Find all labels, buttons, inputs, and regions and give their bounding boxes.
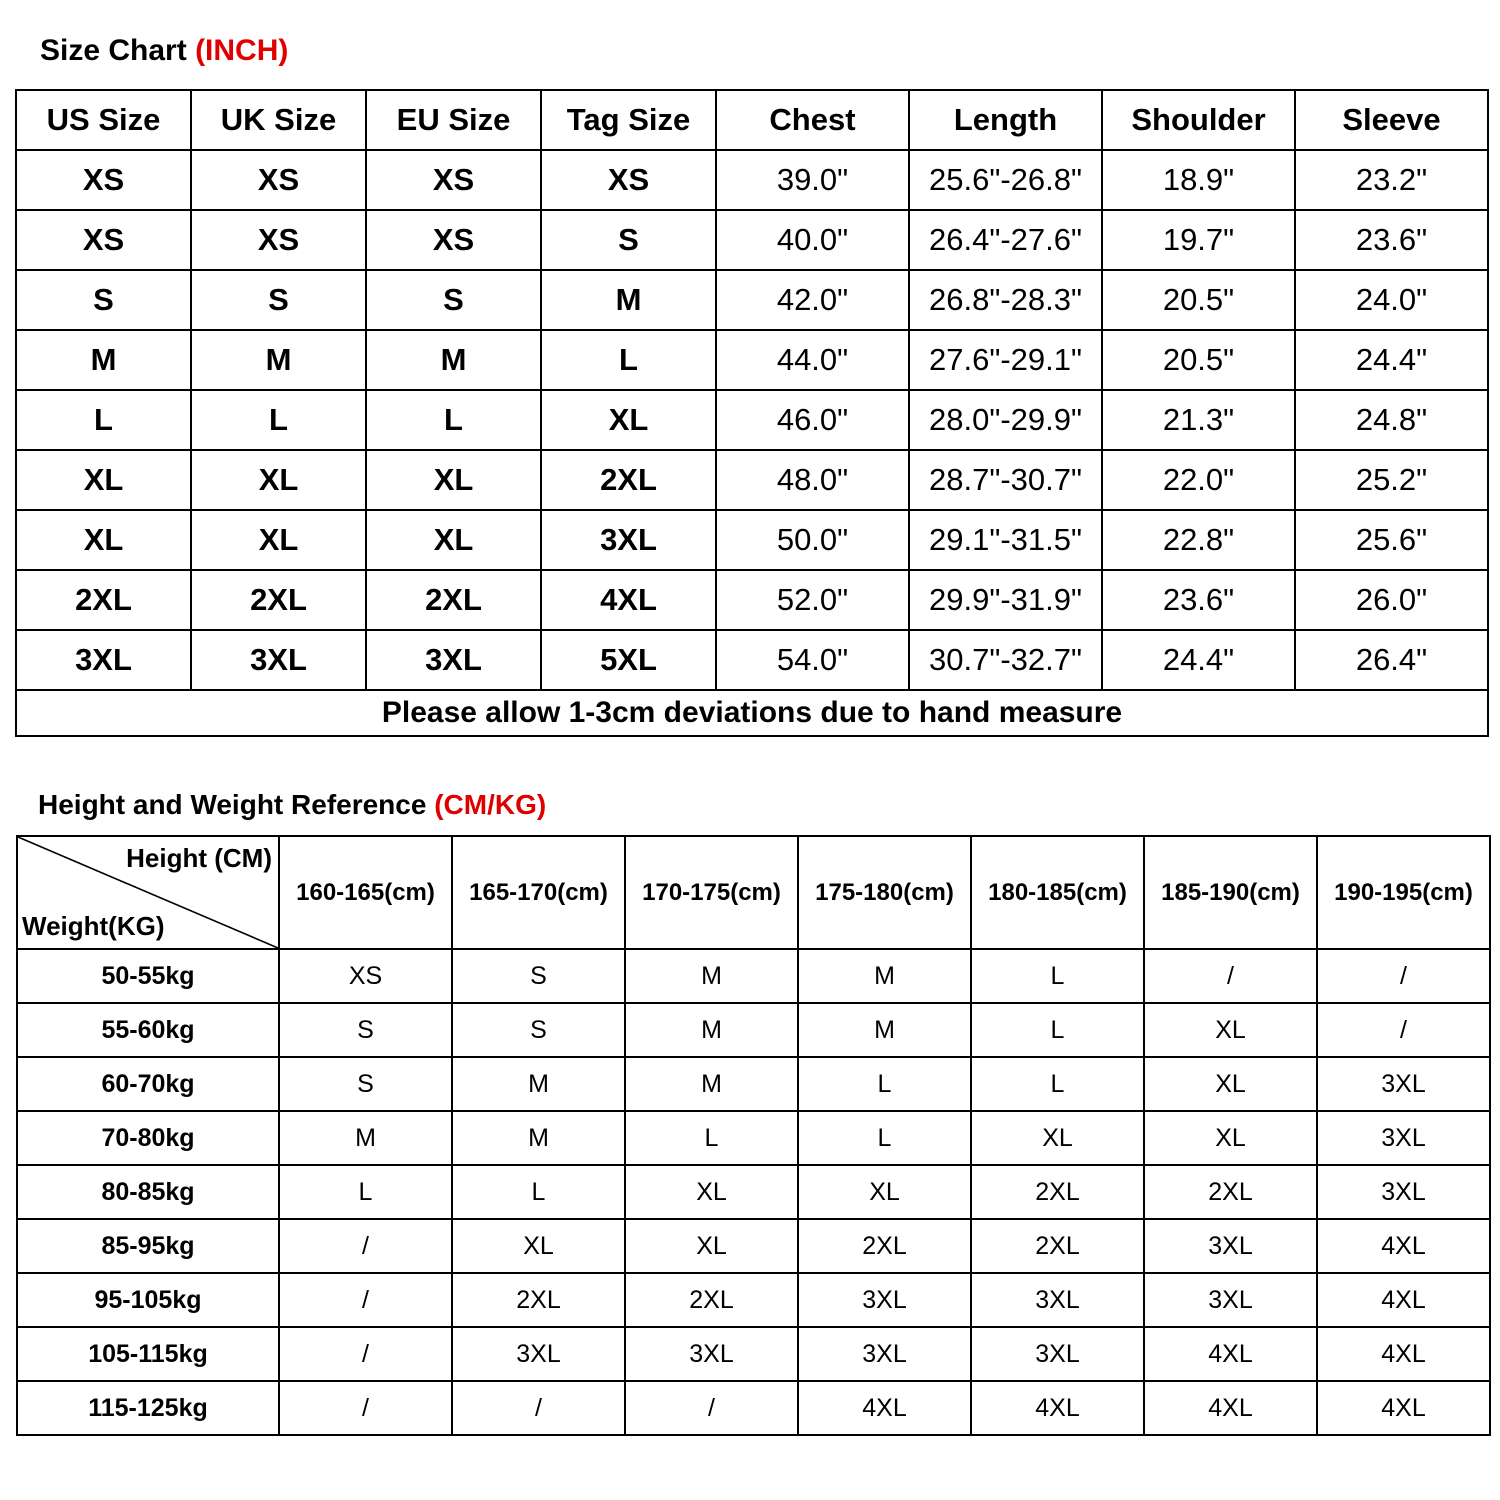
recommended-size-cell: 3XL: [1317, 1165, 1490, 1219]
recommended-size-cell: L: [279, 1165, 452, 1219]
weight-range-label: 105-115kg: [17, 1327, 279, 1381]
size-chart-cell: 39.0": [716, 150, 909, 210]
recommended-size-cell: 4XL: [971, 1381, 1144, 1435]
size-chart-cell: 2XL: [541, 450, 716, 510]
size-chart-row: [16, 270, 1488, 330]
size-chart-row: [16, 390, 1488, 450]
recommended-size-cell: XL: [1144, 1111, 1317, 1165]
size-chart-cell: 48.0": [716, 450, 909, 510]
weight-range-label: 115-125kg: [17, 1381, 279, 1435]
recommended-size-cell: 4XL: [1317, 1381, 1490, 1435]
size-chart-cell: 29.9"-31.9": [909, 570, 1102, 630]
size-chart-cell: 26.4": [1295, 630, 1488, 690]
height-weight-row: [17, 1381, 1490, 1435]
recommended-size-cell: /: [625, 1381, 798, 1435]
recommended-size-cell: XL: [1144, 1003, 1317, 1057]
size-chart-title-text: Size Chart: [40, 34, 187, 67]
size-chart-cell: 29.1"-31.5": [909, 510, 1102, 570]
size-chart-cell: 18.9": [1102, 150, 1295, 210]
size-chart-cell: 22.8": [1102, 510, 1295, 570]
recommended-size-cell: XS: [279, 949, 452, 1003]
size-chart-cell: XL: [541, 390, 716, 450]
height-range-header: 190-195(cm): [1317, 836, 1490, 949]
size-chart-cell: XL: [366, 510, 541, 570]
size-chart-cell: 46.0": [716, 390, 909, 450]
height-weight-row: [17, 1327, 1490, 1381]
size-chart-cell: XS: [16, 210, 191, 270]
size-chart-cell: 24.8": [1295, 390, 1488, 450]
size-chart-unit: (INCH): [195, 34, 289, 67]
header-sleeve: Sleeve: [1295, 90, 1488, 150]
recommended-size-cell: 2XL: [452, 1273, 625, 1327]
size-chart-cell: 25.6": [1295, 510, 1488, 570]
weight-range-label: 50-55kg: [17, 949, 279, 1003]
size-chart-cell: 20.5": [1102, 270, 1295, 330]
recommended-size-cell: /: [279, 1381, 452, 1435]
size-chart-cell: S: [191, 270, 366, 330]
height-range-header: 160-165(cm): [279, 836, 452, 949]
recommended-size-cell: XL: [625, 1219, 798, 1273]
size-chart-cell: 2XL: [366, 570, 541, 630]
size-chart-cell: XL: [366, 450, 541, 510]
measurement-note: Please allow 1-3cm deviations due to hand measure: [16, 690, 1488, 736]
size-chart-cell: M: [16, 330, 191, 390]
size-chart-cell: L: [541, 330, 716, 390]
recommended-size-cell: 4XL: [798, 1381, 971, 1435]
recommended-size-cell: 2XL: [1144, 1165, 1317, 1219]
height-range-header: 185-190(cm): [1144, 836, 1317, 949]
recommended-size-cell: M: [452, 1111, 625, 1165]
recommended-size-cell: XL: [1144, 1057, 1317, 1111]
weight-range-label: 70-80kg: [17, 1111, 279, 1165]
size-chart-cell: 25.6"-26.8": [909, 150, 1102, 210]
recommended-size-cell: 3XL: [1144, 1273, 1317, 1327]
size-chart-cell: S: [541, 210, 716, 270]
header-length: Length: [909, 90, 1102, 150]
recommended-size-cell: M: [625, 1003, 798, 1057]
size-chart-cell: 22.0": [1102, 450, 1295, 510]
size-chart-cell: 40.0": [716, 210, 909, 270]
height-weight-row: [17, 1165, 1490, 1219]
size-chart-row: [16, 570, 1488, 630]
size-chart-cell: L: [366, 390, 541, 450]
size-chart-cell: 27.6"-29.1": [909, 330, 1102, 390]
recommended-size-cell: L: [971, 949, 1144, 1003]
recommended-size-cell: 4XL: [1317, 1327, 1490, 1381]
recommended-size-cell: L: [452, 1165, 625, 1219]
size-chart-title: [40, 34, 288, 68]
size-chart-cell: 3XL: [16, 630, 191, 690]
recommended-size-cell: 3XL: [798, 1273, 971, 1327]
size-chart-cell: 20.5": [1102, 330, 1295, 390]
size-chart-table: [15, 89, 1489, 737]
header-shoulder: Shoulder: [1102, 90, 1295, 150]
weight-range-label: 80-85kg: [17, 1165, 279, 1219]
recommended-size-cell: 3XL: [1317, 1111, 1490, 1165]
weight-range-label: 95-105kg: [17, 1273, 279, 1327]
size-chart-cell: 30.7"-32.7": [909, 630, 1102, 690]
recommended-size-cell: 2XL: [625, 1273, 798, 1327]
recommended-size-cell: S: [452, 1003, 625, 1057]
recommended-size-cell: 4XL: [1144, 1381, 1317, 1435]
size-chart-cell: XS: [541, 150, 716, 210]
weight-range-label: 55-60kg: [17, 1003, 279, 1057]
size-chart-cell: 4XL: [541, 570, 716, 630]
size-chart-row: [16, 450, 1488, 510]
size-chart-cell: M: [366, 330, 541, 390]
recommended-size-cell: /: [279, 1273, 452, 1327]
recommended-size-cell: M: [279, 1111, 452, 1165]
recommended-size-cell: L: [971, 1003, 1144, 1057]
height-weight-row: [17, 1273, 1490, 1327]
height-weight-row: [17, 1219, 1490, 1273]
recommended-size-cell: XL: [971, 1111, 1144, 1165]
recommended-size-cell: XL: [625, 1165, 798, 1219]
recommended-size-cell: /: [1144, 949, 1317, 1003]
size-chart-cell: XS: [16, 150, 191, 210]
size-chart-cell: 28.7"-30.7": [909, 450, 1102, 510]
size-chart-cell: XL: [16, 510, 191, 570]
weight-range-label: 60-70kg: [17, 1057, 279, 1111]
height-range-header: 170-175(cm): [625, 836, 798, 949]
recommended-size-cell: XL: [452, 1219, 625, 1273]
size-chart-cell: 23.6": [1102, 570, 1295, 630]
size-chart-cell: 42.0": [716, 270, 909, 330]
size-chart-cell: 24.4": [1102, 630, 1295, 690]
recommended-size-cell: S: [279, 1003, 452, 1057]
recommended-size-cell: /: [279, 1219, 452, 1273]
size-chart-row: [16, 330, 1488, 390]
size-chart-cell: S: [16, 270, 191, 330]
recommended-size-cell: /: [1317, 1003, 1490, 1057]
height-weight-table: [16, 835, 1491, 1436]
recommended-size-cell: 4XL: [1144, 1327, 1317, 1381]
corner-weight-label: Weight(KG): [22, 911, 165, 941]
weight-range-label: 85-95kg: [17, 1219, 279, 1273]
size-chart-cell: L: [191, 390, 366, 450]
size-chart-cell: 44.0": [716, 330, 909, 390]
size-chart-cell: XS: [191, 150, 366, 210]
recommended-size-cell: XL: [798, 1165, 971, 1219]
recommended-size-cell: L: [625, 1111, 798, 1165]
height-weight-row: [17, 1111, 1490, 1165]
height-weight-header-row: [17, 836, 1490, 949]
recommended-size-cell: 2XL: [971, 1165, 1144, 1219]
size-chart-cell: 25.2": [1295, 450, 1488, 510]
size-chart-note-row: [16, 690, 1488, 736]
recommended-size-cell: 3XL: [1144, 1219, 1317, 1273]
size-chart-row: [16, 630, 1488, 690]
height-weight-body: [17, 949, 1490, 1435]
recommended-size-cell: 3XL: [625, 1327, 798, 1381]
size-chart-cell: XS: [191, 210, 366, 270]
header-eu-size: EU Size: [366, 90, 541, 150]
recommended-size-cell: M: [452, 1057, 625, 1111]
size-chart-header-row: [16, 90, 1488, 150]
size-chart-cell: 21.3": [1102, 390, 1295, 450]
corner-height-label: Height (CM): [126, 843, 272, 873]
recommended-size-cell: 4XL: [1317, 1219, 1490, 1273]
size-chart-cell: 2XL: [16, 570, 191, 630]
recommended-size-cell: M: [798, 949, 971, 1003]
size-chart-cell: 3XL: [191, 630, 366, 690]
recommended-size-cell: 3XL: [1317, 1057, 1490, 1111]
height-weight-title: [38, 789, 546, 821]
height-weight-row: [17, 949, 1490, 1003]
height-range-header: 165-170(cm): [452, 836, 625, 949]
size-chart-cell: 24.0": [1295, 270, 1488, 330]
height-range-header: 175-180(cm): [798, 836, 971, 949]
height-weight-row: [17, 1057, 1490, 1111]
recommended-size-cell: M: [798, 1003, 971, 1057]
size-chart-body: [16, 150, 1488, 690]
recommended-size-cell: 2XL: [798, 1219, 971, 1273]
header-tag-size: Tag Size: [541, 90, 716, 150]
size-chart-cell: XS: [366, 210, 541, 270]
size-chart-cell: S: [366, 270, 541, 330]
size-chart-cell: 26.0": [1295, 570, 1488, 630]
size-chart-cell: 23.6": [1295, 210, 1488, 270]
size-chart-row: [16, 510, 1488, 570]
height-weight-unit: (CM/KG): [434, 789, 547, 820]
size-chart-cell: 3XL: [366, 630, 541, 690]
size-chart-cell: 23.2": [1295, 150, 1488, 210]
recommended-size-cell: L: [798, 1057, 971, 1111]
size-chart-cell: M: [541, 270, 716, 330]
size-chart-cell: 26.4"-27.6": [909, 210, 1102, 270]
size-chart-cell: 3XL: [541, 510, 716, 570]
recommended-size-cell: 2XL: [971, 1219, 1144, 1273]
size-chart-cell: 26.8"-28.3": [909, 270, 1102, 330]
size-chart-cell: 24.4": [1295, 330, 1488, 390]
size-chart-cell: 50.0": [716, 510, 909, 570]
height-range-header: 180-185(cm): [971, 836, 1144, 949]
recommended-size-cell: M: [625, 949, 798, 1003]
height-weight-title-text: Height and Weight Reference: [38, 789, 427, 820]
corner-header-cell: [17, 836, 279, 949]
size-chart-cell: 19.7": [1102, 210, 1295, 270]
size-chart-cell: 2XL: [191, 570, 366, 630]
recommended-size-cell: /: [1317, 949, 1490, 1003]
recommended-size-cell: L: [971, 1057, 1144, 1111]
height-weight-row: [17, 1003, 1490, 1057]
size-chart-cell: M: [191, 330, 366, 390]
header-uk-size: UK Size: [191, 90, 366, 150]
size-chart-cell: L: [16, 390, 191, 450]
recommended-size-cell: /: [452, 1381, 625, 1435]
recommended-size-cell: M: [625, 1057, 798, 1111]
recommended-size-cell: S: [279, 1057, 452, 1111]
recommended-size-cell: 3XL: [971, 1273, 1144, 1327]
size-chart-cell: 54.0": [716, 630, 909, 690]
recommended-size-cell: 3XL: [452, 1327, 625, 1381]
recommended-size-cell: S: [452, 949, 625, 1003]
recommended-size-cell: 3XL: [971, 1327, 1144, 1381]
header-chest: Chest: [716, 90, 909, 150]
size-chart-cell: 52.0": [716, 570, 909, 630]
size-chart-cell: 5XL: [541, 630, 716, 690]
size-chart-cell: XL: [191, 450, 366, 510]
size-chart-cell: XL: [16, 450, 191, 510]
header-us-size: US Size: [16, 90, 191, 150]
size-chart-row: [16, 150, 1488, 210]
size-chart-row: [16, 210, 1488, 270]
recommended-size-cell: 3XL: [798, 1327, 971, 1381]
size-chart-cell: XS: [366, 150, 541, 210]
recommended-size-cell: 4XL: [1317, 1273, 1490, 1327]
recommended-size-cell: /: [279, 1327, 452, 1381]
size-chart-cell: XL: [191, 510, 366, 570]
recommended-size-cell: L: [798, 1111, 971, 1165]
size-chart-cell: 28.0"-29.9": [909, 390, 1102, 450]
